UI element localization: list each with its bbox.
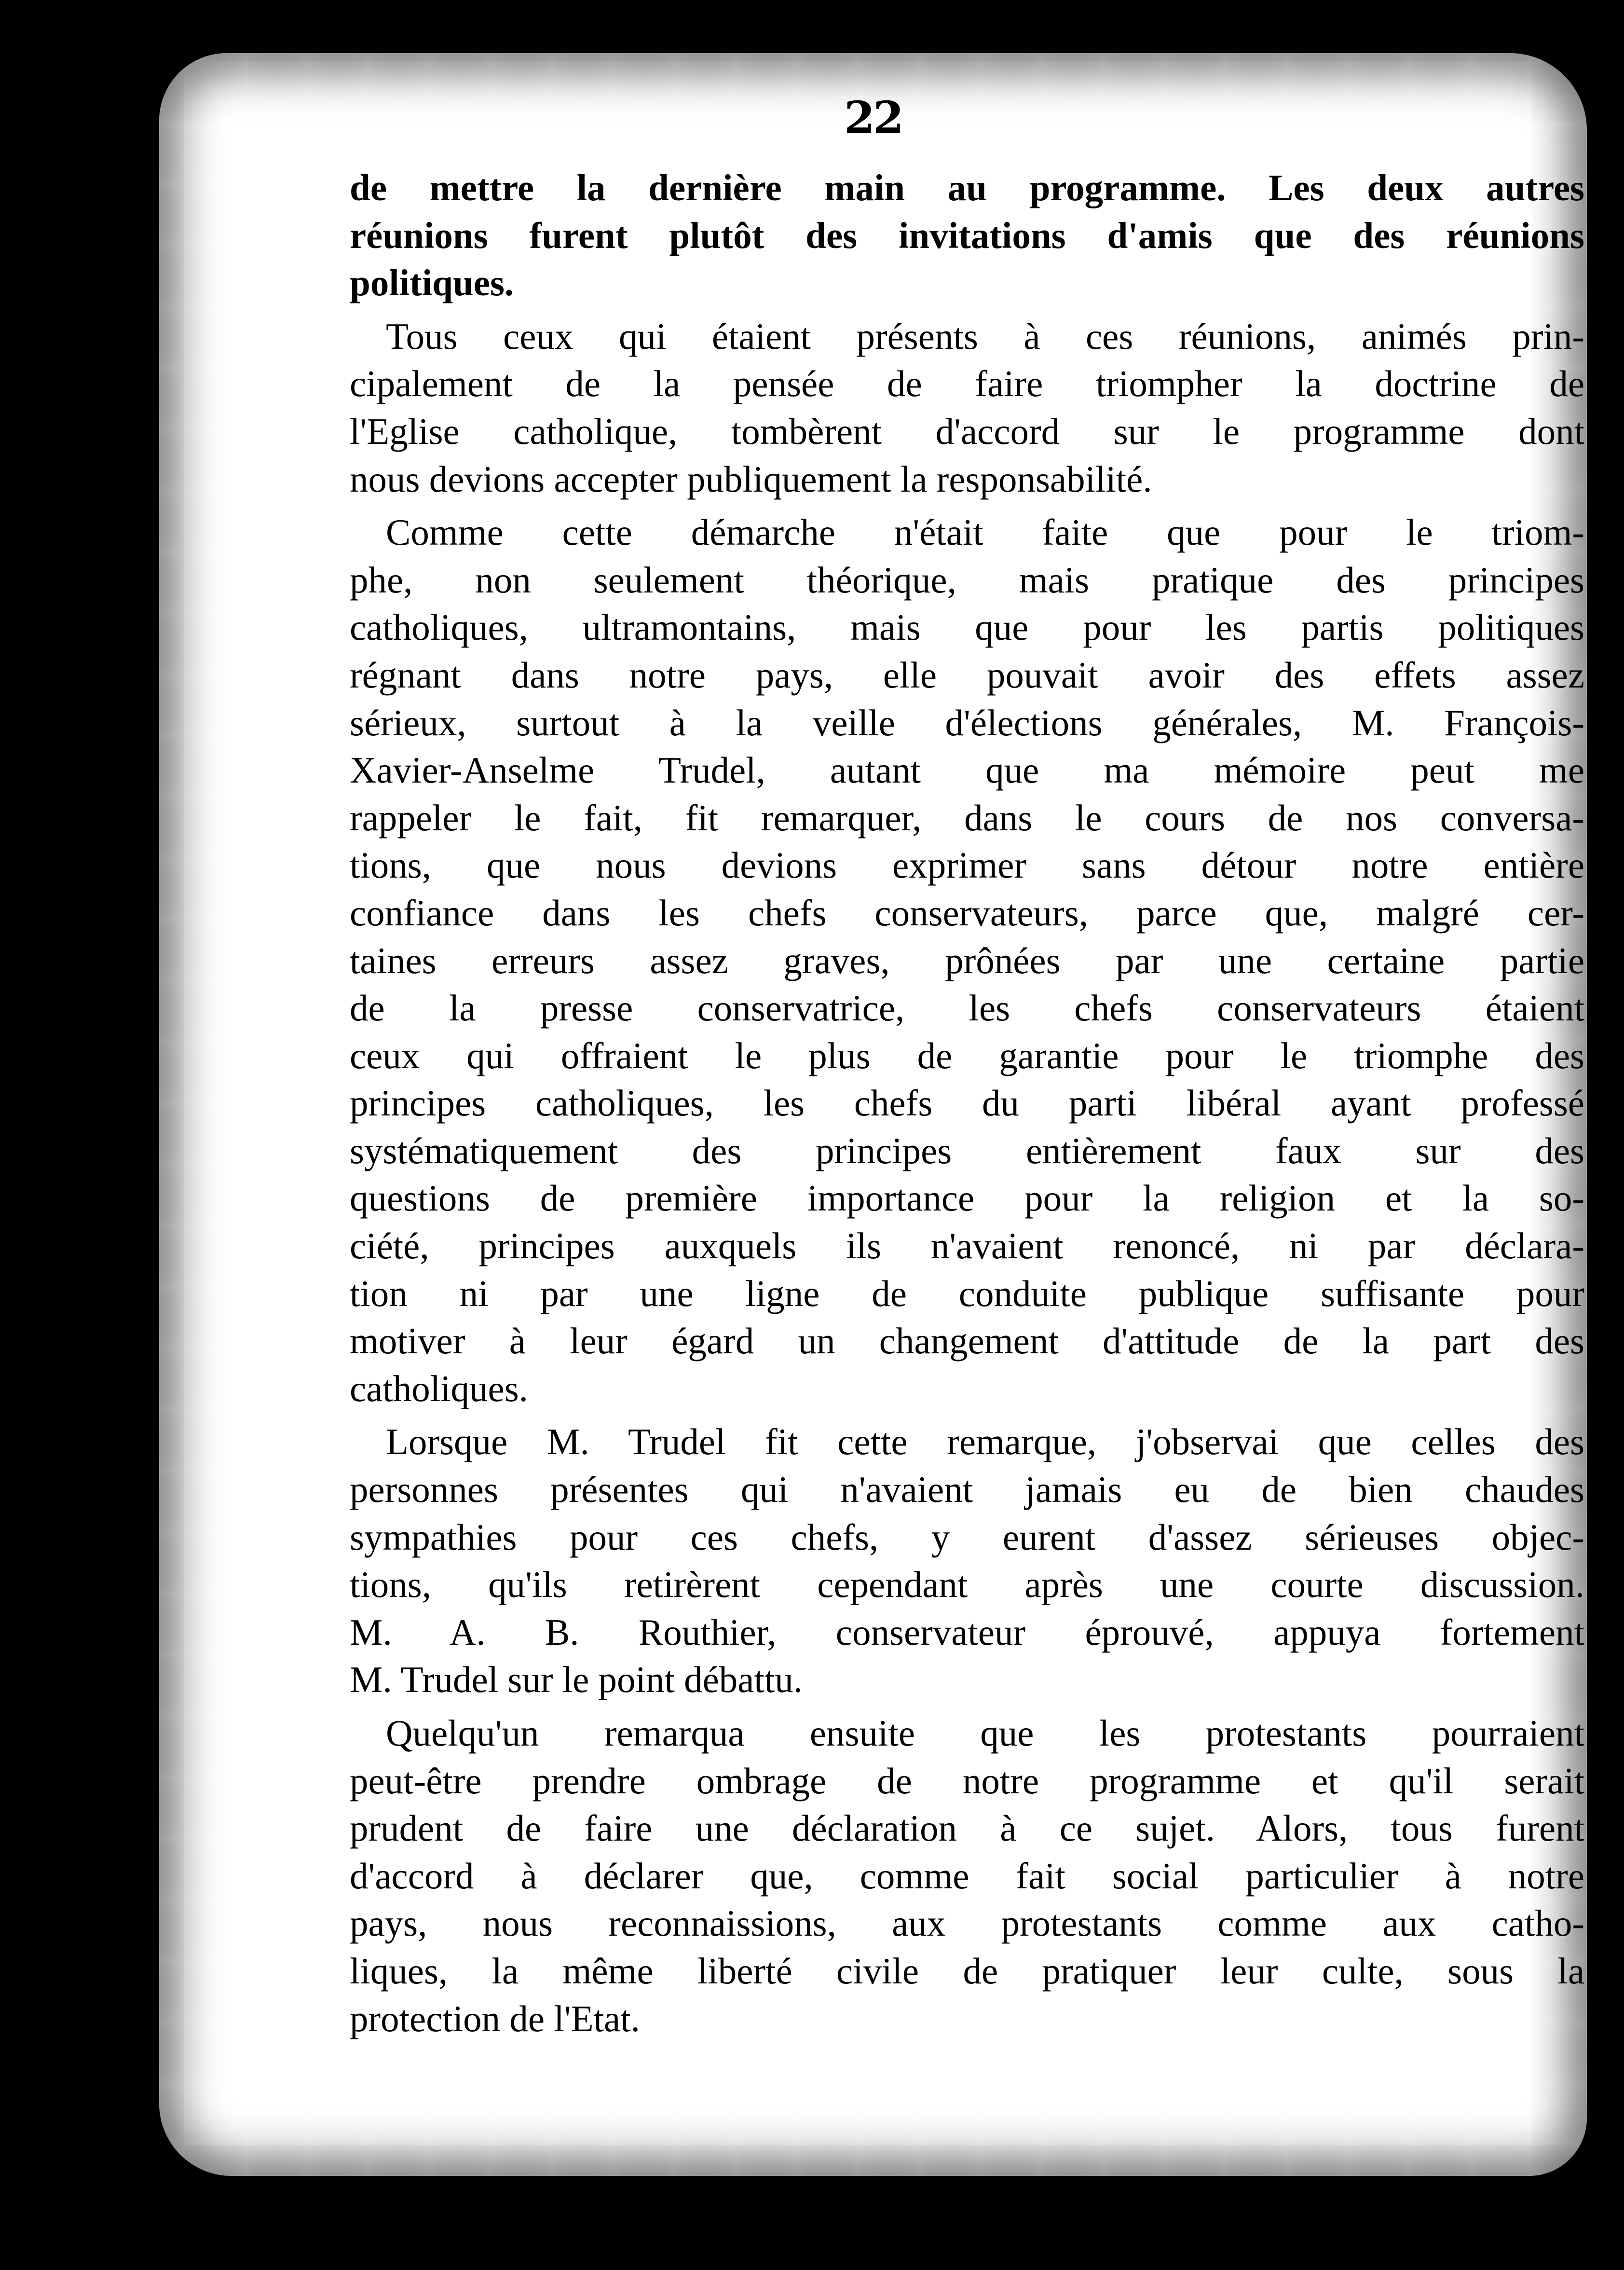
text-line: ciété, principes auxquels ils n'avaient renoncé, ni par déclara- bbox=[350, 1225, 1584, 1267]
text-line: taines erreurs assez graves, prônées par une certaine partie bbox=[350, 939, 1584, 981]
text-line: Lorsque M. Trudel fit cette remarque, j'observai que celles des bbox=[386, 1421, 1584, 1463]
text-line: prudent de faire une déclaration à ce sujet. Alors, tous furent bbox=[350, 1807, 1584, 1849]
text-line: tions, que nous devions exprimer sans détour notre entière bbox=[350, 844, 1584, 886]
text-line: M. A. B. Routhier, conservateur éprouvé, appuya fortement bbox=[350, 1611, 1584, 1653]
text-line: motiver à leur égard un changement d'attitude de la part des bbox=[350, 1320, 1584, 1362]
text-line: politiques. bbox=[350, 262, 514, 304]
text-line: protection de l'Etat. bbox=[350, 1997, 640, 2039]
text-line: confiance dans les chefs conservateurs, parce que, malgré cer- bbox=[350, 892, 1584, 934]
paragraph bbox=[350, 1418, 1584, 1704]
text-line: Quelqu'un remarqua ensuite que les protestants pourraient bbox=[386, 1712, 1584, 1754]
text-line: peut-être prendre ombrage de notre programme et qu'il serait bbox=[350, 1760, 1584, 1802]
text-line: rappeler le fait, fit remarquer, dans le cours de nos conversa- bbox=[350, 797, 1584, 839]
page-number: 22 bbox=[844, 92, 902, 144]
text-line: principes catholiques, les chefs du parti libéral ayant professé bbox=[350, 1082, 1584, 1124]
text-line: tions, qu'ils retirèrent cependant après une courte discussion. bbox=[350, 1564, 1584, 1606]
text-line: d'accord à déclarer que, comme fait social particulier à notre bbox=[350, 1855, 1584, 1897]
text-line: pays, nous reconnaissions, aux protestants comme aux catho- bbox=[350, 1902, 1584, 1944]
text-line: catholiques. bbox=[350, 1367, 528, 1409]
text-line: M. Trudel sur le point débattu. bbox=[350, 1659, 803, 1701]
text-line: de la presse conservatrice, les chefs conservateurs étaient bbox=[350, 987, 1584, 1029]
text-line: personnes présentes qui n'avaient jamais eu de bien chaudes bbox=[350, 1469, 1584, 1511]
paragraph bbox=[350, 313, 1584, 503]
text-line: réunions furent plutôt des invitations d'amis que des réunions bbox=[350, 214, 1584, 256]
text-line: sérieux, surtout à la veille d'élections générales, M. François- bbox=[350, 702, 1584, 743]
text-line: questions de première importance pour la religion et la so- bbox=[350, 1177, 1584, 1219]
text-line: de mettre la dernière main au programme. Les deux autres bbox=[350, 167, 1584, 208]
body-text bbox=[350, 164, 1584, 2048]
text-line: sympathies pour ces chefs, y eurent d'assez sérieuses objec- bbox=[350, 1516, 1584, 1558]
text-line: systématiquement des principes entièrement faux sur des bbox=[350, 1129, 1584, 1171]
paragraph bbox=[350, 1709, 1584, 2042]
paragraph bbox=[350, 164, 1584, 307]
text-line: catholiques, ultramontains, mais que pour les partis politiques bbox=[350, 606, 1584, 648]
text-line: nous devions accepter publiquement la responsabilité. bbox=[350, 458, 1152, 500]
text-line: Comme cette démarche n'était faite que pour le triom- bbox=[386, 511, 1584, 553]
text-line: ceux qui offraient le plus de garantie pour le triomphe des bbox=[350, 1034, 1584, 1076]
text-line: Xavier-Anselme Trudel, autant que ma mémoire peut me bbox=[350, 749, 1584, 791]
text-line: l'Eglise catholique, tombèrent d'accord sur le programme dont bbox=[350, 410, 1584, 452]
paragraph bbox=[350, 509, 1584, 1412]
text-line: phe, non seulement théorique, mais pratique des principes bbox=[350, 559, 1584, 601]
text-line: tion ni par une ligne de conduite publique suffisante pour bbox=[350, 1272, 1584, 1314]
text-line: Tous ceux qui étaient présents à ces réunions, animés prin- bbox=[386, 315, 1584, 357]
text-line: régnant dans notre pays, elle pouvait avoir des effets assez bbox=[350, 654, 1584, 696]
text-line: cipalement de la pensée de faire triompher la doctrine de bbox=[350, 363, 1584, 405]
book-page bbox=[159, 53, 1587, 2176]
text-line: liques, la même liberté civile de pratiquer leur culte, sous la bbox=[350, 1950, 1584, 1992]
